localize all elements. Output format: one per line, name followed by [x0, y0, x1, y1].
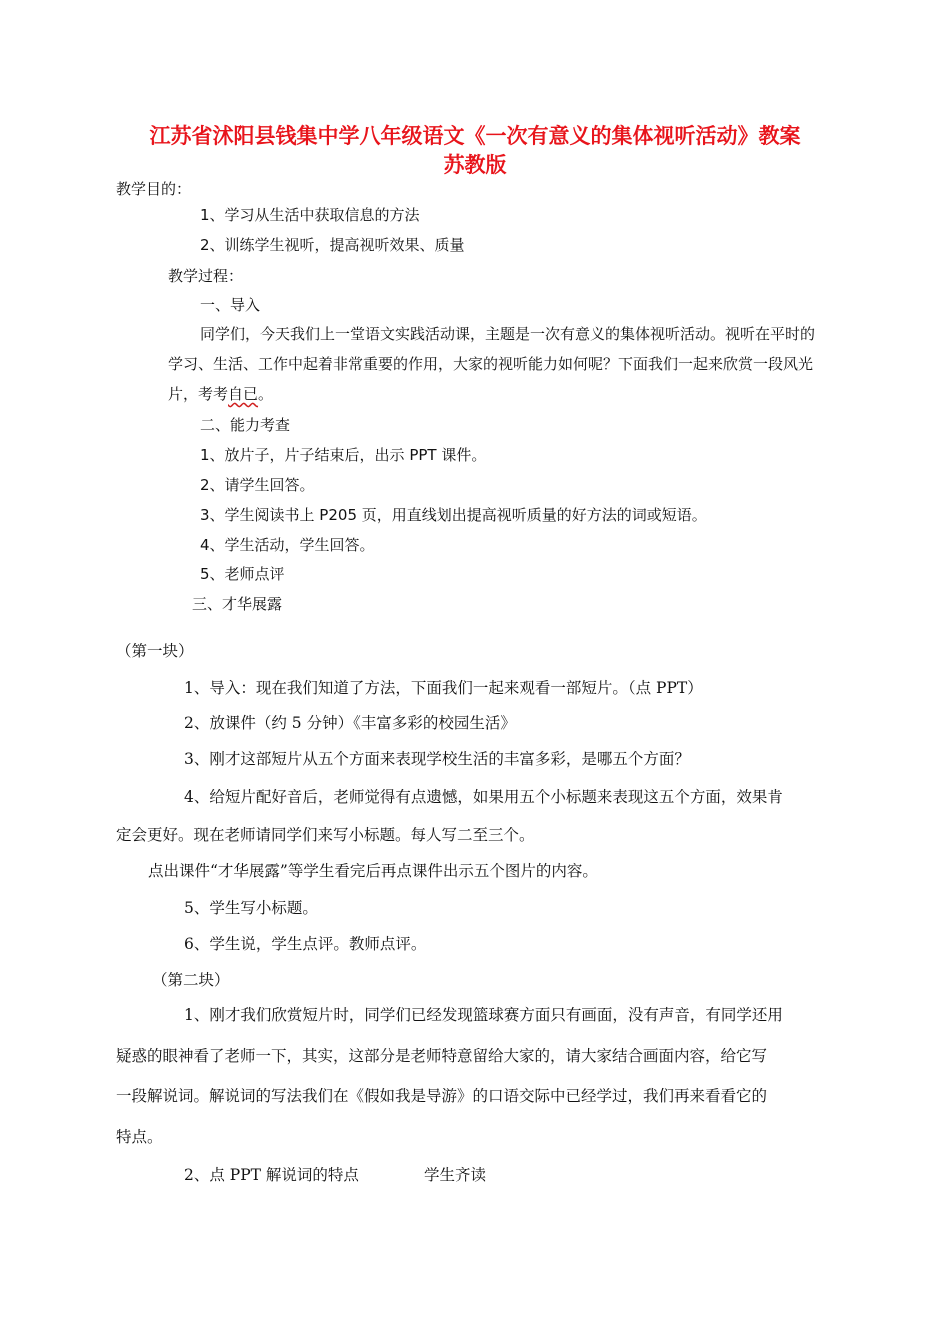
block1-item: 6、学生说，学生点评。教师点评。: [184, 935, 427, 953]
ability-item: 5、老师点评: [200, 565, 285, 583]
goal-item: 2、训练学生视听，提高视听效果、质量: [200, 236, 465, 254]
block2-heading: （第二块）: [152, 971, 230, 989]
block1-note: 点出课件“才华展露”等学生看完后再点课件出示五个图片的内容。: [148, 862, 598, 880]
intro-paragraph-line: 学习、生活、工作中起着非常重要的作用，大家的视听能力如何呢？下面我们一起来欣赏一段风光: [168, 355, 814, 373]
block2-paragraph-line: 一段解说词。解说词的写法我们在《假如我是导游》的口语交际中已经学过，我们再来看看它的: [116, 1087, 768, 1105]
section-heading-intro: 一、导入: [200, 296, 261, 314]
intro-text: 。: [258, 385, 274, 403]
block2-item-note: 学生齐读: [424, 1166, 487, 1184]
block1-item: 5、学生写小标题。: [184, 899, 318, 917]
document-title: 江苏省沭阳县钱集中学八年级语文《一次有意义的集体视听活动》教案: [149, 124, 801, 148]
block2-paragraph-line: 特点。: [116, 1128, 163, 1146]
goal-item: 1、学习从生活中获取信息的方法: [200, 206, 420, 224]
block2-paragraph-line: 1、刚才我们欣赏短片时，同学们已经发现篮球赛方面只有画面，没有声音，有同学还用: [184, 1006, 783, 1024]
ability-item: 1、放片子，片子结束后，出示 PPT 课件。: [200, 446, 487, 464]
section-heading-talent: 三、才华展露: [192, 595, 283, 613]
spellcheck-underlined-word: 自已: [228, 385, 259, 403]
process-heading: 教学过程：: [168, 267, 244, 285]
block2-paragraph-line: 疑惑的眼神看了老师一下，其实，这部分是老师特意留给大家的，请大家结合画面内容，给它写: [116, 1047, 768, 1065]
block1-item: 1、导入：现在我们知道了方法，下面我们一起来观看一部短片。（点 PPT）: [184, 679, 703, 697]
document-title-subline: 苏教版: [443, 153, 507, 177]
block2-item: 2、点 PPT 解说词的特点: [184, 1166, 359, 1184]
block1-item: 3、刚才这部短片从五个方面来表现学校生活的丰富多彩，是哪五个方面？: [184, 750, 690, 768]
ability-item: 4、学生活动，学生回答。: [200, 536, 375, 554]
block1-item: 2、放课件（约 5 分钟）《丰富多彩的校园生活》: [184, 714, 516, 732]
goals-heading: 教学目的：: [116, 180, 192, 198]
intro-paragraph-line: [168, 385, 273, 403]
intro-paragraph-line: 同学们，今天我们上一堂语文实践活动课，主题是一次有意义的集体视听活动。视听在平时的: [200, 325, 816, 343]
block1-item: 4、给短片配好音后，老师觉得有点遗憾，如果用五个小标题来表现这五个方面，效果肯: [184, 788, 783, 806]
section-heading-ability: 二、能力考查: [200, 416, 291, 434]
ability-item: 2、请学生回答。: [200, 476, 315, 494]
block1-item-continued: 定会更好。现在老师请同学们来写小标题。每人写二至三个。: [116, 826, 535, 844]
ability-item: 3、学生阅读书上 P205 页，用直线划出提高视听质量的好方法的词或短语。: [200, 506, 707, 524]
block1-heading: （第一块）: [116, 642, 194, 660]
intro-text: 片，考考: [168, 385, 229, 403]
